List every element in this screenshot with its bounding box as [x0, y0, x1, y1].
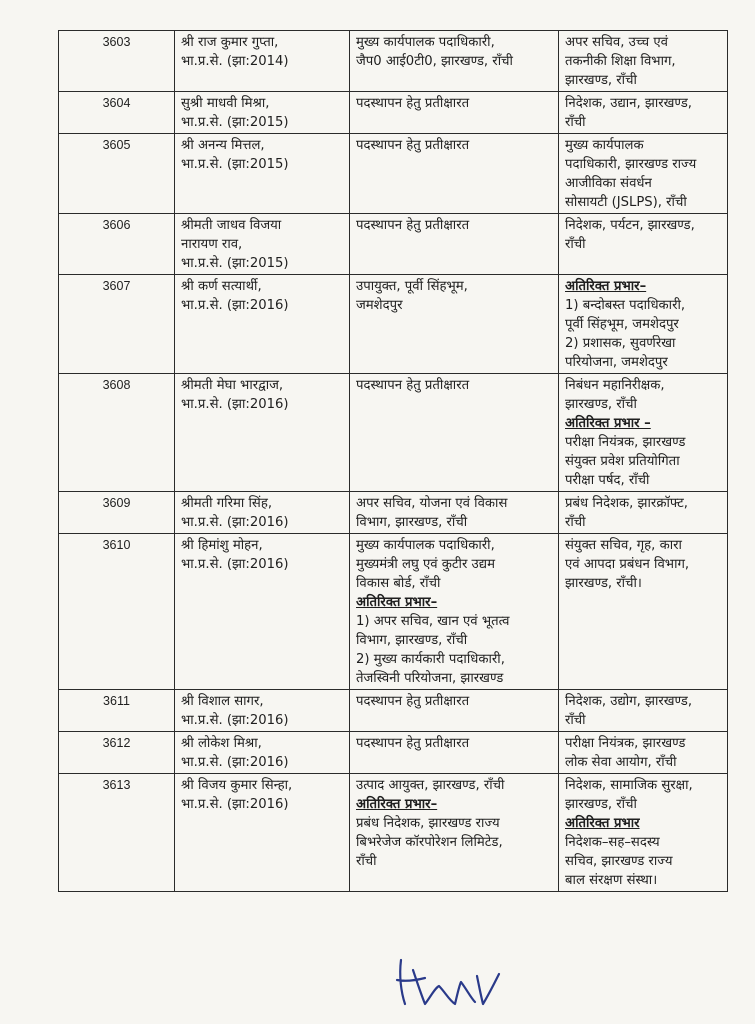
officer-name-cell	[175, 492, 350, 534]
posting-line: निदेशक, उद्यान, झारखण्ड,	[565, 96, 692, 111]
table-row	[59, 214, 728, 275]
new-posting-cell	[350, 732, 559, 774]
current-posting-cell	[559, 774, 728, 892]
additional-charge-heading: अतिरिक्त प्रभार–	[356, 797, 438, 812]
posting-line: झारखण्ड, राँची।	[565, 576, 642, 591]
additional-charge-heading: अतिरिक्त प्रभार–	[356, 595, 438, 610]
officer-name-cell	[175, 214, 350, 275]
posting-line: झारखण्ड, राँची	[565, 797, 637, 812]
current-posting-cell	[559, 690, 728, 732]
current-posting-cell	[559, 214, 728, 275]
signature-mark	[395, 952, 505, 1010]
officer-name-line: श्रीमती गरिमा सिंह,	[181, 496, 273, 511]
posting-line: मुख्यमंत्री लघु एवं कुटीर उद्यम	[356, 557, 495, 572]
officer-name-cell	[175, 534, 350, 690]
table-row	[59, 690, 728, 732]
serial-number: 3606	[59, 214, 175, 275]
serial-number: 3608	[59, 374, 175, 492]
current-posting-cell	[559, 534, 728, 690]
posting-line: प्रबंध निदेशक, झारखण्ड राज्य	[356, 816, 500, 831]
posting-line: सोसायटी (JSLPS), राँची	[565, 195, 687, 210]
officer-name-line: भा.प्र.से. (झा:2016)	[181, 755, 289, 770]
officer-name-line: श्री विशाल सागर,	[181, 694, 264, 709]
posting-line: पूर्वी सिंहभूम, जमशेदपुर	[565, 317, 679, 332]
current-posting-cell	[559, 92, 728, 134]
posting-line: राँची	[565, 237, 586, 252]
posting-line: राँची	[565, 115, 586, 130]
posting-line: विभाग, झारखण्ड, राँची	[356, 515, 468, 530]
officer-name-line: श्री अनन्य मित्तल,	[181, 138, 265, 153]
table-row	[59, 534, 728, 690]
officer-name-line: श्री राज कुमार गुप्ता,	[181, 35, 279, 50]
officer-name-cell	[175, 374, 350, 492]
posting-line: परीक्षा पर्षद, राँची	[565, 473, 650, 488]
posting-line: 2) मुख्य कार्यकारी पदाधिकारी,	[356, 652, 505, 667]
posting-line: निदेशक–सह–सदस्य	[565, 835, 660, 850]
officer-name-line: भा.प्र.से. (झा:2016)	[181, 298, 289, 313]
posting-line: तेजस्विनी परियोजना, झारखण्ड	[356, 671, 504, 686]
serial-number: 3605	[59, 134, 175, 214]
posting-line: पदस्थापन हेतु प्रतीक्षारत	[356, 736, 470, 751]
officer-name-cell	[175, 31, 350, 92]
posting-line: लोक सेवा आयोग, राँची	[565, 755, 677, 770]
posting-line: आजीविका संवर्धन	[565, 176, 652, 191]
posting-line: पदस्थापन हेतु प्रतीक्षारत	[356, 218, 470, 233]
new-posting-cell	[350, 374, 559, 492]
officer-name-line: भा.प्र.से. (झा:2015)	[181, 157, 289, 172]
additional-charge-heading: अतिरिक्त प्रभार –	[565, 416, 651, 431]
posting-line: विकास बोर्ड, राँची	[356, 576, 441, 591]
posting-line: अपर सचिव, योजना एवं विकास	[356, 496, 508, 511]
table-row	[59, 732, 728, 774]
posting-line: पदस्थापन हेतु प्रतीक्षारत	[356, 378, 470, 393]
officer-name-cell	[175, 92, 350, 134]
posting-line: जैप0 आई0टी0, झारखण्ड, राँची	[356, 54, 513, 69]
current-posting-cell	[559, 31, 728, 92]
officer-name-line: श्री कर्ण सत्यार्थी,	[181, 279, 262, 294]
posting-line: प्रबंध निदेशक, झारक्रॉफ्ट,	[565, 496, 688, 511]
posting-line: संयुक्त प्रवेश प्रतियोगिता	[565, 454, 680, 469]
new-posting-cell	[350, 31, 559, 92]
officer-name-line: भा.प्र.से. (झा:2015)	[181, 256, 289, 271]
new-posting-cell	[350, 690, 559, 732]
posting-line: सचिव, झारखण्ड राज्य	[565, 854, 673, 869]
officer-name-line: भा.प्र.से. (झा:2016)	[181, 797, 289, 812]
posting-line: बिभरेजेज कॉरपोरेशन लिमिटेड,	[356, 835, 503, 850]
posting-line: मुख्य कार्यपालक पदाधिकारी,	[356, 538, 495, 553]
additional-charge-heading: अतिरिक्त प्रभार–	[565, 279, 647, 294]
officer-name-line: श्री लोकेश मिश्रा,	[181, 736, 262, 751]
posting-line: राँची	[565, 515, 586, 530]
officer-name-line: श्री हिमांशु मोहन,	[181, 538, 263, 553]
posting-line: संयुक्त सचिव, गृह, कारा	[565, 538, 682, 553]
posting-line: विभाग, झारखण्ड, राँची	[356, 633, 468, 648]
current-posting-cell	[559, 275, 728, 374]
serial-number: 3613	[59, 774, 175, 892]
officer-name-cell	[175, 690, 350, 732]
current-posting-cell	[559, 374, 728, 492]
posting-line: निदेशक, पर्यटन, झारखण्ड,	[565, 218, 695, 233]
posting-line: राँची	[356, 854, 377, 869]
posting-line: अपर सचिव, उच्च एवं	[565, 35, 668, 50]
posting-line: झारखण्ड, राँची	[565, 73, 637, 88]
posting-line: राँची	[565, 713, 586, 728]
posting-line: 1) बन्दोबस्त पदाधिकारी,	[565, 298, 686, 313]
new-posting-cell	[350, 214, 559, 275]
serial-number: 3609	[59, 492, 175, 534]
posting-table-body	[59, 31, 728, 892]
posting-line: पदस्थापन हेतु प्रतीक्षारत	[356, 96, 470, 111]
new-posting-cell	[350, 774, 559, 892]
table-row	[59, 92, 728, 134]
serial-number: 3607	[59, 275, 175, 374]
current-posting-cell	[559, 732, 728, 774]
posting-line: तकनीकी शिक्षा विभाग,	[565, 54, 676, 69]
officer-name-line: भा.प्र.से. (झा:2016)	[181, 397, 289, 412]
officer-name-line: श्रीमती जाधव विजया	[181, 218, 282, 233]
posting-line: पदाधिकारी, झारखण्ड राज्य	[565, 157, 697, 172]
table-row	[59, 374, 728, 492]
officer-name-line: श्रीमती मेघा भारद्वाज,	[181, 378, 284, 393]
officer-name-cell	[175, 774, 350, 892]
serial-number: 3611	[59, 690, 175, 732]
posting-line: 1) अपर सचिव, खान एवं भूतत्व	[356, 614, 510, 629]
posting-line: जमशेदपुर	[356, 298, 403, 313]
posting-table	[58, 30, 728, 892]
officer-name-line: भा.प्र.से. (झा:2015)	[181, 115, 289, 130]
posting-line: झारखण्ड, राँची	[565, 397, 637, 412]
officer-name-line: भा.प्र.से. (झा:2016)	[181, 713, 289, 728]
table-row	[59, 134, 728, 214]
table-row	[59, 492, 728, 534]
officer-name-line: भा.प्र.से. (झा:2016)	[181, 515, 289, 530]
posting-line: बाल संरक्षण संस्था।	[565, 873, 658, 888]
current-posting-cell	[559, 134, 728, 214]
posting-line: निबंधन महानिरीक्षक,	[565, 378, 665, 393]
posting-line: मुख्य कार्यपालक	[565, 138, 644, 153]
serial-number: 3604	[59, 92, 175, 134]
new-posting-cell	[350, 134, 559, 214]
serial-number: 3603	[59, 31, 175, 92]
serial-number: 3610	[59, 534, 175, 690]
officer-name-line: भा.प्र.से. (झा:2016)	[181, 557, 289, 572]
officer-name-cell	[175, 275, 350, 374]
posting-line: निदेशक, सामाजिक सुरक्षा,	[565, 778, 693, 793]
officer-name-line: श्री विजय कुमार सिन्हा,	[181, 778, 293, 793]
posting-line: पदस्थापन हेतु प्रतीक्षारत	[356, 138, 470, 153]
additional-charge-heading: अतिरिक्त प्रभार	[565, 816, 640, 831]
posting-line: परीक्षा नियंत्रक, झारखण्ड	[565, 736, 686, 751]
posting-line: एवं आपदा प्रबंधन विभाग,	[565, 557, 690, 572]
officer-name-line: नारायण राव,	[181, 237, 243, 252]
officer-name-line: भा.प्र.से. (झा:2014)	[181, 54, 289, 69]
posting-line: परीक्षा नियंत्रक, झारखण्ड	[565, 435, 686, 450]
new-posting-cell	[350, 534, 559, 690]
posting-line: निदेशक, उद्योग, झारखण्ड,	[565, 694, 693, 709]
posting-line: परियोजना, जमशेदपुर	[565, 355, 668, 370]
current-posting-cell	[559, 492, 728, 534]
table-row	[59, 31, 728, 92]
new-posting-cell	[350, 492, 559, 534]
table-row	[59, 774, 728, 892]
table-row	[59, 275, 728, 374]
officer-name-cell	[175, 134, 350, 214]
posting-line: पदस्थापन हेतु प्रतीक्षारत	[356, 694, 470, 709]
officer-name-line: सुश्री माधवी मिश्रा,	[181, 96, 270, 111]
new-posting-cell	[350, 92, 559, 134]
posting-line: मुख्य कार्यपालक पदाधिकारी,	[356, 35, 495, 50]
officer-name-cell	[175, 732, 350, 774]
posting-line: उपायुक्त, पूर्वी सिंहभूम,	[356, 279, 468, 294]
serial-number: 3612	[59, 732, 175, 774]
new-posting-cell	[350, 275, 559, 374]
posting-line: 2) प्रशासक, सुवर्णरेखा	[565, 336, 676, 351]
posting-line: उत्पाद आयुक्त, झारखण्ड, राँची	[356, 778, 505, 793]
